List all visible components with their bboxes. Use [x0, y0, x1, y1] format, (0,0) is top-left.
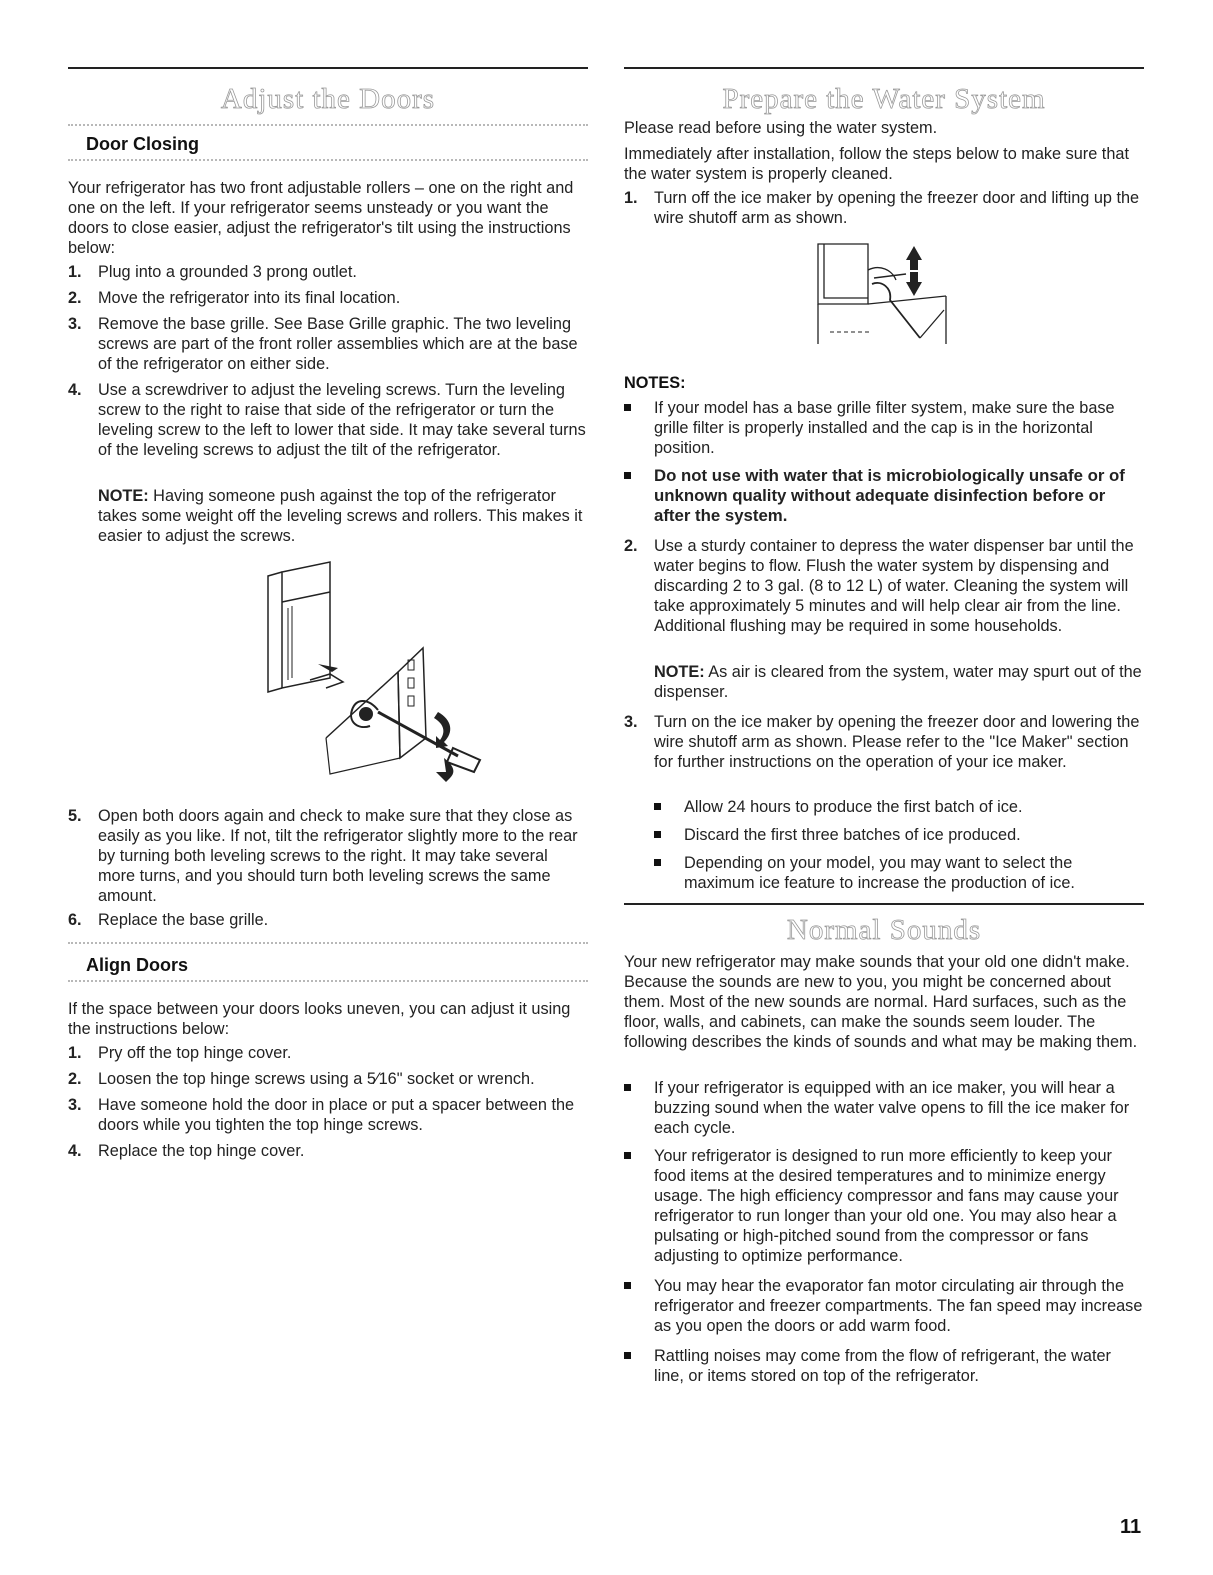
subheading-align-doors: Align Doors: [86, 955, 188, 975]
dotted-divider: [68, 980, 588, 982]
bullet-text: Do not use with water that is microbiologically unsafe or of unknown quality without adequate disinfection before or after the system.: [654, 466, 1125, 525]
step-number: 3.: [68, 315, 82, 333]
note-bullet-warning: [624, 466, 1144, 526]
bullet-square-icon: [624, 404, 631, 411]
step-text: Use a sturdy container to depress the water dispenser bar until the water begins to flow. Flush the water system by dispensing and discarding 2 to 3 gal. (8 to 12 L) of water. Cleaning the system will take approximately 5 minutes and will help clear air from the line. Additional flushing may be required in some households.: [654, 537, 1134, 635]
step-number: 3.: [68, 1096, 82, 1114]
subheading-door-closing: Door Closing: [86, 134, 199, 154]
step-text: Move the refrigerator into its final location.: [98, 289, 401, 307]
note-label: NOTE:: [654, 663, 705, 681]
align-doors-intro: If the space between your doors looks uneven, you can adjust it using the instructions below:: [68, 1000, 571, 1038]
bullet-text: If your refrigerator is equipped with an ice maker, you will hear a buzzing sound when the water valve opens to fill the ice maker for each cycle.: [654, 1079, 1130, 1137]
sounds-bullet-efficiency: [624, 1146, 1144, 1266]
bullet-square-icon: [624, 1152, 631, 1159]
step-3-bullet-1: [654, 797, 1144, 817]
dotted-divider: [68, 124, 588, 126]
bullet-text: You may hear the evaporator fan motor circulating air through the refrigerator and freezer compartments. The fan speed may increase as you open the doors or add warm food.: [654, 1277, 1143, 1335]
bullet-text: Your refrigerator is designed to run more efficiently to keep your food items at the desired temperatures and to minimize energy usage. The high efficiency compressor and fans may cause your refrigerator to run longer than your old one. You may also hear a pulsating or high-pitched sound from the compressor or fans adjusting to optimize performance.: [654, 1147, 1119, 1265]
bullet-text: Depending on your model, you may want to select the maximum ice feature to increase the production of ice.: [684, 854, 1075, 892]
door-closing-intro: Your refrigerator has two front adjustable rollers – one on the right and one on the left. If your refrigerator seems unsteady or you want the doors to close easier, adjust the refrigerator's tilt using the instructions below:: [68, 179, 574, 257]
sounds-bullet-fan: [624, 1276, 1144, 1336]
bullet-text: If your model has a base grille filter system, make sure the base grille filter is properly installed and the cap is in the horizontal position.: [654, 399, 1115, 457]
door-closing-step-5: [68, 806, 588, 906]
align-doors-step-2: [68, 1069, 588, 1089]
water-step-1: [624, 188, 1144, 228]
bullet-text: Discard the first three batches of ice produced.: [684, 826, 1021, 844]
sounds-bullet-ice-maker: [624, 1078, 1144, 1138]
note-text: As air is cleared from the system, water may spurt out of the dispenser.: [654, 663, 1142, 701]
step-3-bullet-3: [654, 853, 1144, 893]
note-label: NOTE:: [98, 487, 149, 505]
water-step-3: [624, 712, 1144, 772]
step-text: Turn off the ice maker by opening the freezer door and lifting up the wire shutoff arm as shown.: [654, 189, 1140, 227]
leveling-screw-illustration: [248, 560, 488, 785]
step-number: 1.: [68, 1044, 82, 1062]
door-closing-step-6: [68, 910, 588, 930]
step-number: 4.: [68, 1142, 82, 1160]
ice-maker-arm-illustration: [810, 240, 960, 355]
note-bullet-filter: [624, 398, 1144, 458]
step-number: 2.: [624, 537, 638, 555]
step-number: 3.: [624, 713, 638, 731]
bullet-square-icon: [624, 1282, 631, 1289]
step-number: 5.: [68, 807, 82, 825]
step-text: Plug into a grounded 3 prong outlet.: [98, 263, 357, 281]
bullet-square-icon: [654, 803, 661, 810]
water-step-2-note: [654, 662, 1144, 702]
step-number: 6.: [68, 911, 82, 929]
bullet-square-icon: [624, 472, 631, 479]
page-number: 11: [1120, 1516, 1142, 1538]
step-text: Open both doors again and check to make sure that they close as easily as you like. If not, tilt the refrigerator slightly more to the rear by turning both leveling screws to the right. It may take several more turns, and you should turn both leveling screws the same amount.: [98, 807, 578, 905]
step-number: 2.: [68, 289, 82, 307]
step-number: 4.: [68, 381, 82, 399]
notes-heading: NOTES:: [624, 374, 686, 392]
note-text: Having someone push against the top of the refrigerator takes some weight off the leveling screws and rollers. This makes it easier to adjust the screws.: [98, 487, 583, 545]
step-text: Remove the base grille. See Base Grille graphic. The two leveling screws are part of the front roller assemblies which are at the base of the refrigerator on either side.: [98, 315, 578, 373]
bullet-square-icon: [654, 831, 661, 838]
water-step-2: [624, 536, 1144, 636]
step-number: 1.: [624, 189, 638, 207]
section-rule: [624, 903, 1144, 905]
step-text: Replace the base grille.: [98, 911, 269, 929]
dotted-divider: [68, 159, 588, 161]
section-title-adjust-doors: Adjust the Doors: [220, 83, 436, 115]
door-closing-step-4: [68, 380, 588, 460]
step-3-bullet-2: [654, 825, 1144, 845]
bullet-square-icon: [654, 859, 661, 866]
align-doors-step-1: [68, 1043, 588, 1063]
step-number: 2.: [68, 1070, 82, 1088]
bullet-text: Rattling noises may come from the flow of refrigerant, the water line, or items stored on top of the refrigerator.: [654, 1347, 1111, 1385]
section-rule: [68, 67, 588, 69]
sounds-bullet-rattling: [624, 1346, 1144, 1386]
step-text: Turn on the ice maker by opening the freezer door and lowering the wire shutoff arm as shown. Please refer to the "Ice Maker" section for further instructions on the operation of your ice maker.: [654, 713, 1140, 771]
step-text: Have someone hold the door in place or put a spacer between the doors while you tighten the top hinge screws.: [98, 1096, 575, 1134]
step-text: Pry off the top hinge cover.: [98, 1044, 292, 1062]
section-title-prepare-water: Prepare the Water System: [722, 83, 1046, 115]
dotted-divider: [68, 942, 588, 944]
bullet-text: Allow 24 hours to produce the first batch of ice.: [684, 798, 1023, 816]
bullet-square-icon: [624, 1084, 631, 1091]
step-text: Replace the top hinge cover.: [98, 1142, 305, 1160]
align-doors-step-3: [68, 1095, 588, 1135]
water-intro: Immediately after installation, follow the steps below to make sure that the water system is properly cleaned.: [624, 145, 1129, 183]
section-rule: [624, 67, 1144, 69]
step-number: 1.: [68, 263, 82, 281]
leveling-note: [98, 486, 588, 546]
bullet-square-icon: [624, 1352, 631, 1359]
water-read-before: Please read before using the water system.: [624, 119, 938, 137]
align-doors-step-4: [68, 1141, 588, 1161]
step-text: Use a screwdriver to adjust the leveling screws. Turn the leveling screw to the right to raise that side of the refrigerator or turn the leveling screw to the left to lower that side. It may take several turns of the leveling screws to adjust the tilt of the refrigerator.: [98, 381, 586, 459]
step-text: Loosen the top hinge screws using a 5⁄16" socket or wrench.: [98, 1070, 535, 1088]
section-title-normal-sounds: Normal Sounds: [786, 914, 982, 946]
door-closing-step-1: [68, 262, 588, 282]
sounds-intro: Your new refrigerator may make sounds that your old one didn't make. Because the sounds are new to you, you might be concerned about them. Most of the new sounds are normal. Hard surfaces, such as the floor, walls, and cabinets, can make the sounds seem louder. The following describes the kinds of sounds and what may be making them.: [624, 953, 1138, 1051]
door-closing-step-2: [68, 288, 588, 308]
door-closing-step-3: [68, 314, 588, 374]
